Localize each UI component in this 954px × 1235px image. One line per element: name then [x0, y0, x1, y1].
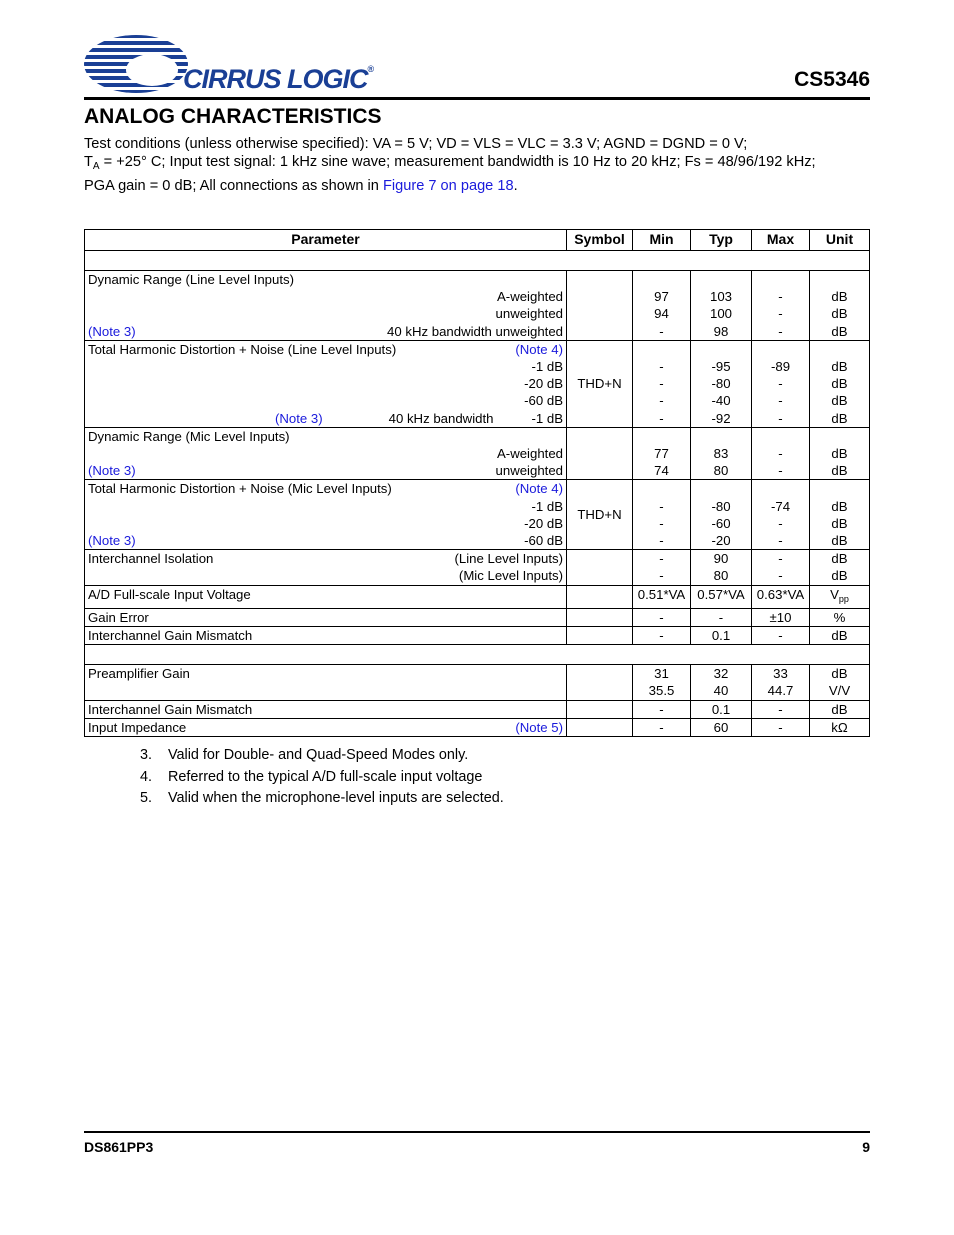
col-parameter: Parameter — [85, 230, 567, 251]
note-4-link[interactable]: (Note 4) — [515, 341, 563, 357]
symbol-thdn: THD+N — [567, 340, 633, 427]
conditions-line-3: PGA gain = 0 dB; All connections as shown in Figure 7 on page 18. — [84, 177, 518, 194]
param-title: Preamplifier Gain — [88, 666, 190, 682]
table-row-dynamic-range-line: Dynamic Range (Line Level Inputs) A-weighted unweighted (Note 3) 40 kHz bandwidth unweighted 97 94 - 103 100 98 - - - dB dB dB — [85, 271, 870, 341]
document-id: DS861PP3 — [84, 1139, 154, 1155]
test-conditions — [84, 135, 884, 195]
col-typ: Typ — [691, 230, 752, 251]
logo-wordmark: CIRRUS LOGIC® — [183, 64, 374, 94]
analog-characteristics-table — [84, 229, 870, 737]
note-5-link[interactable]: (Note 5) — [515, 719, 563, 735]
footnote-4: 4. Referred to the typical A/D full-scale input voltage — [140, 768, 483, 785]
footnote-3: 3. Valid for Double- and Quad-Speed Modes only. — [140, 747, 469, 763]
param-title: Total Harmonic Distortion + Noise (Mic Level Inputs) — [88, 481, 392, 497]
note-3-link[interactable]: (Note 3) — [88, 533, 136, 549]
part-number: CS5346 — [794, 68, 870, 91]
figure-7-link[interactable]: Figure 7 on page 18 — [382, 177, 514, 194]
param-title: Input Impedance — [88, 719, 187, 735]
table-row-input-impedance: Input Impedance (Note 5) - 60 - kΩ — [85, 718, 870, 736]
page-number: 9 — [862, 1139, 870, 1155]
note-4-link[interactable]: (Note 4) — [515, 481, 563, 497]
param-title: Gain Error — [85, 608, 567, 626]
note-3-link[interactable]: (Note 3) — [274, 410, 323, 426]
footnote-5: 5. Valid when the microphone-level inputs are selected. — [140, 790, 504, 806]
footnotes — [140, 745, 504, 810]
col-max: Max — [752, 230, 810, 251]
param-title: Interchannel Isolation — [88, 551, 214, 567]
param-title: Dynamic Range (Line Level Inputs) — [88, 272, 294, 287]
header-rule — [84, 97, 870, 100]
col-min: Min — [633, 230, 691, 251]
param-title: A/D Full-scale Input Voltage — [85, 585, 567, 608]
table-header-row — [85, 230, 870, 251]
param-title: Total Harmonic Distortion + Noise (Line Level Inputs) — [88, 341, 397, 357]
col-unit: Unit — [810, 230, 870, 251]
col-symbol: Symbol — [567, 230, 633, 251]
table-row-thd-mic: Total Harmonic Distortion + Noise (Mic Level Inputs) (Note 4) -1 dB -20 dB (Note 3) -60 dB THD+N - - - -80 -60 -20 -74 - - dB dB dB — [85, 480, 870, 550]
table-row-preamp-gain: Preamplifier Gain 31 35.5 32 40 33 44.7 dB V/V — [85, 665, 870, 700]
param-title: Dynamic Range (Mic Level Inputs) — [88, 428, 290, 444]
note-3-link[interactable]: (Note 3) — [88, 323, 136, 339]
symbol-thdn: THD+N — [567, 480, 633, 550]
param-title: Interchannel Gain Mismatch — [85, 627, 567, 645]
conditions-line-1: Test conditions (unless otherwise specified): VA = 5 V; VD = VLS = VLC = 3.3 V; AGND = DGND = 0 V; — [84, 136, 748, 152]
table-row-gain-mismatch-mic: Interchannel Gain Mismatch - 0.1 - dB — [85, 700, 870, 718]
section-spacer-row — [85, 251, 870, 271]
table-row-dynamic-range-mic: Dynamic Range (Mic Level Inputs) A-weighted (Note 3) unweighted 77 74 83 80 - - dB dB — [85, 427, 870, 480]
note-3-link[interactable]: (Note 3) — [88, 463, 136, 479]
section-spacer-row — [85, 645, 870, 665]
param-title: Interchannel Gain Mismatch — [85, 700, 567, 718]
footer-rule — [84, 1131, 870, 1133]
table-row-gain-error: Gain Error - - ±10 % — [85, 608, 870, 626]
section-title: ANALOG CHARACTERISTICS — [84, 105, 382, 128]
table-row-isolation: Interchannel Isolation (Line Level Inputs) (Mic Level Inputs) - - 90 80 - - dB dB — [85, 550, 870, 585]
table-row-thd-line: Total Harmonic Distortion + Noise (Line Level Inputs) (Note 4) -1 dB -20 dB -60 dB (Note 3) 40 kHz bandwidth -1 dB THD+N - - - - -95 -80 -40 -92 -89 - - - dB dB dB dB — [85, 340, 870, 427]
conditions-line-2: $T_A = +25^\circ$ C; Input test signal: 1 kHz sine wave; measurement bandwidth is 10 Hz to 20 kHz; Fs = 48/96/192 kHz; — [84, 154, 816, 173]
table-row-gain-mismatch: Interchannel Gain Mismatch - 0.1 - dB — [85, 627, 870, 645]
table-row-fullscale: A/D Full-scale Input Voltage 0.51*VA 0.57*VA 0.63*VA $V_{pp}$ — [85, 585, 870, 608]
